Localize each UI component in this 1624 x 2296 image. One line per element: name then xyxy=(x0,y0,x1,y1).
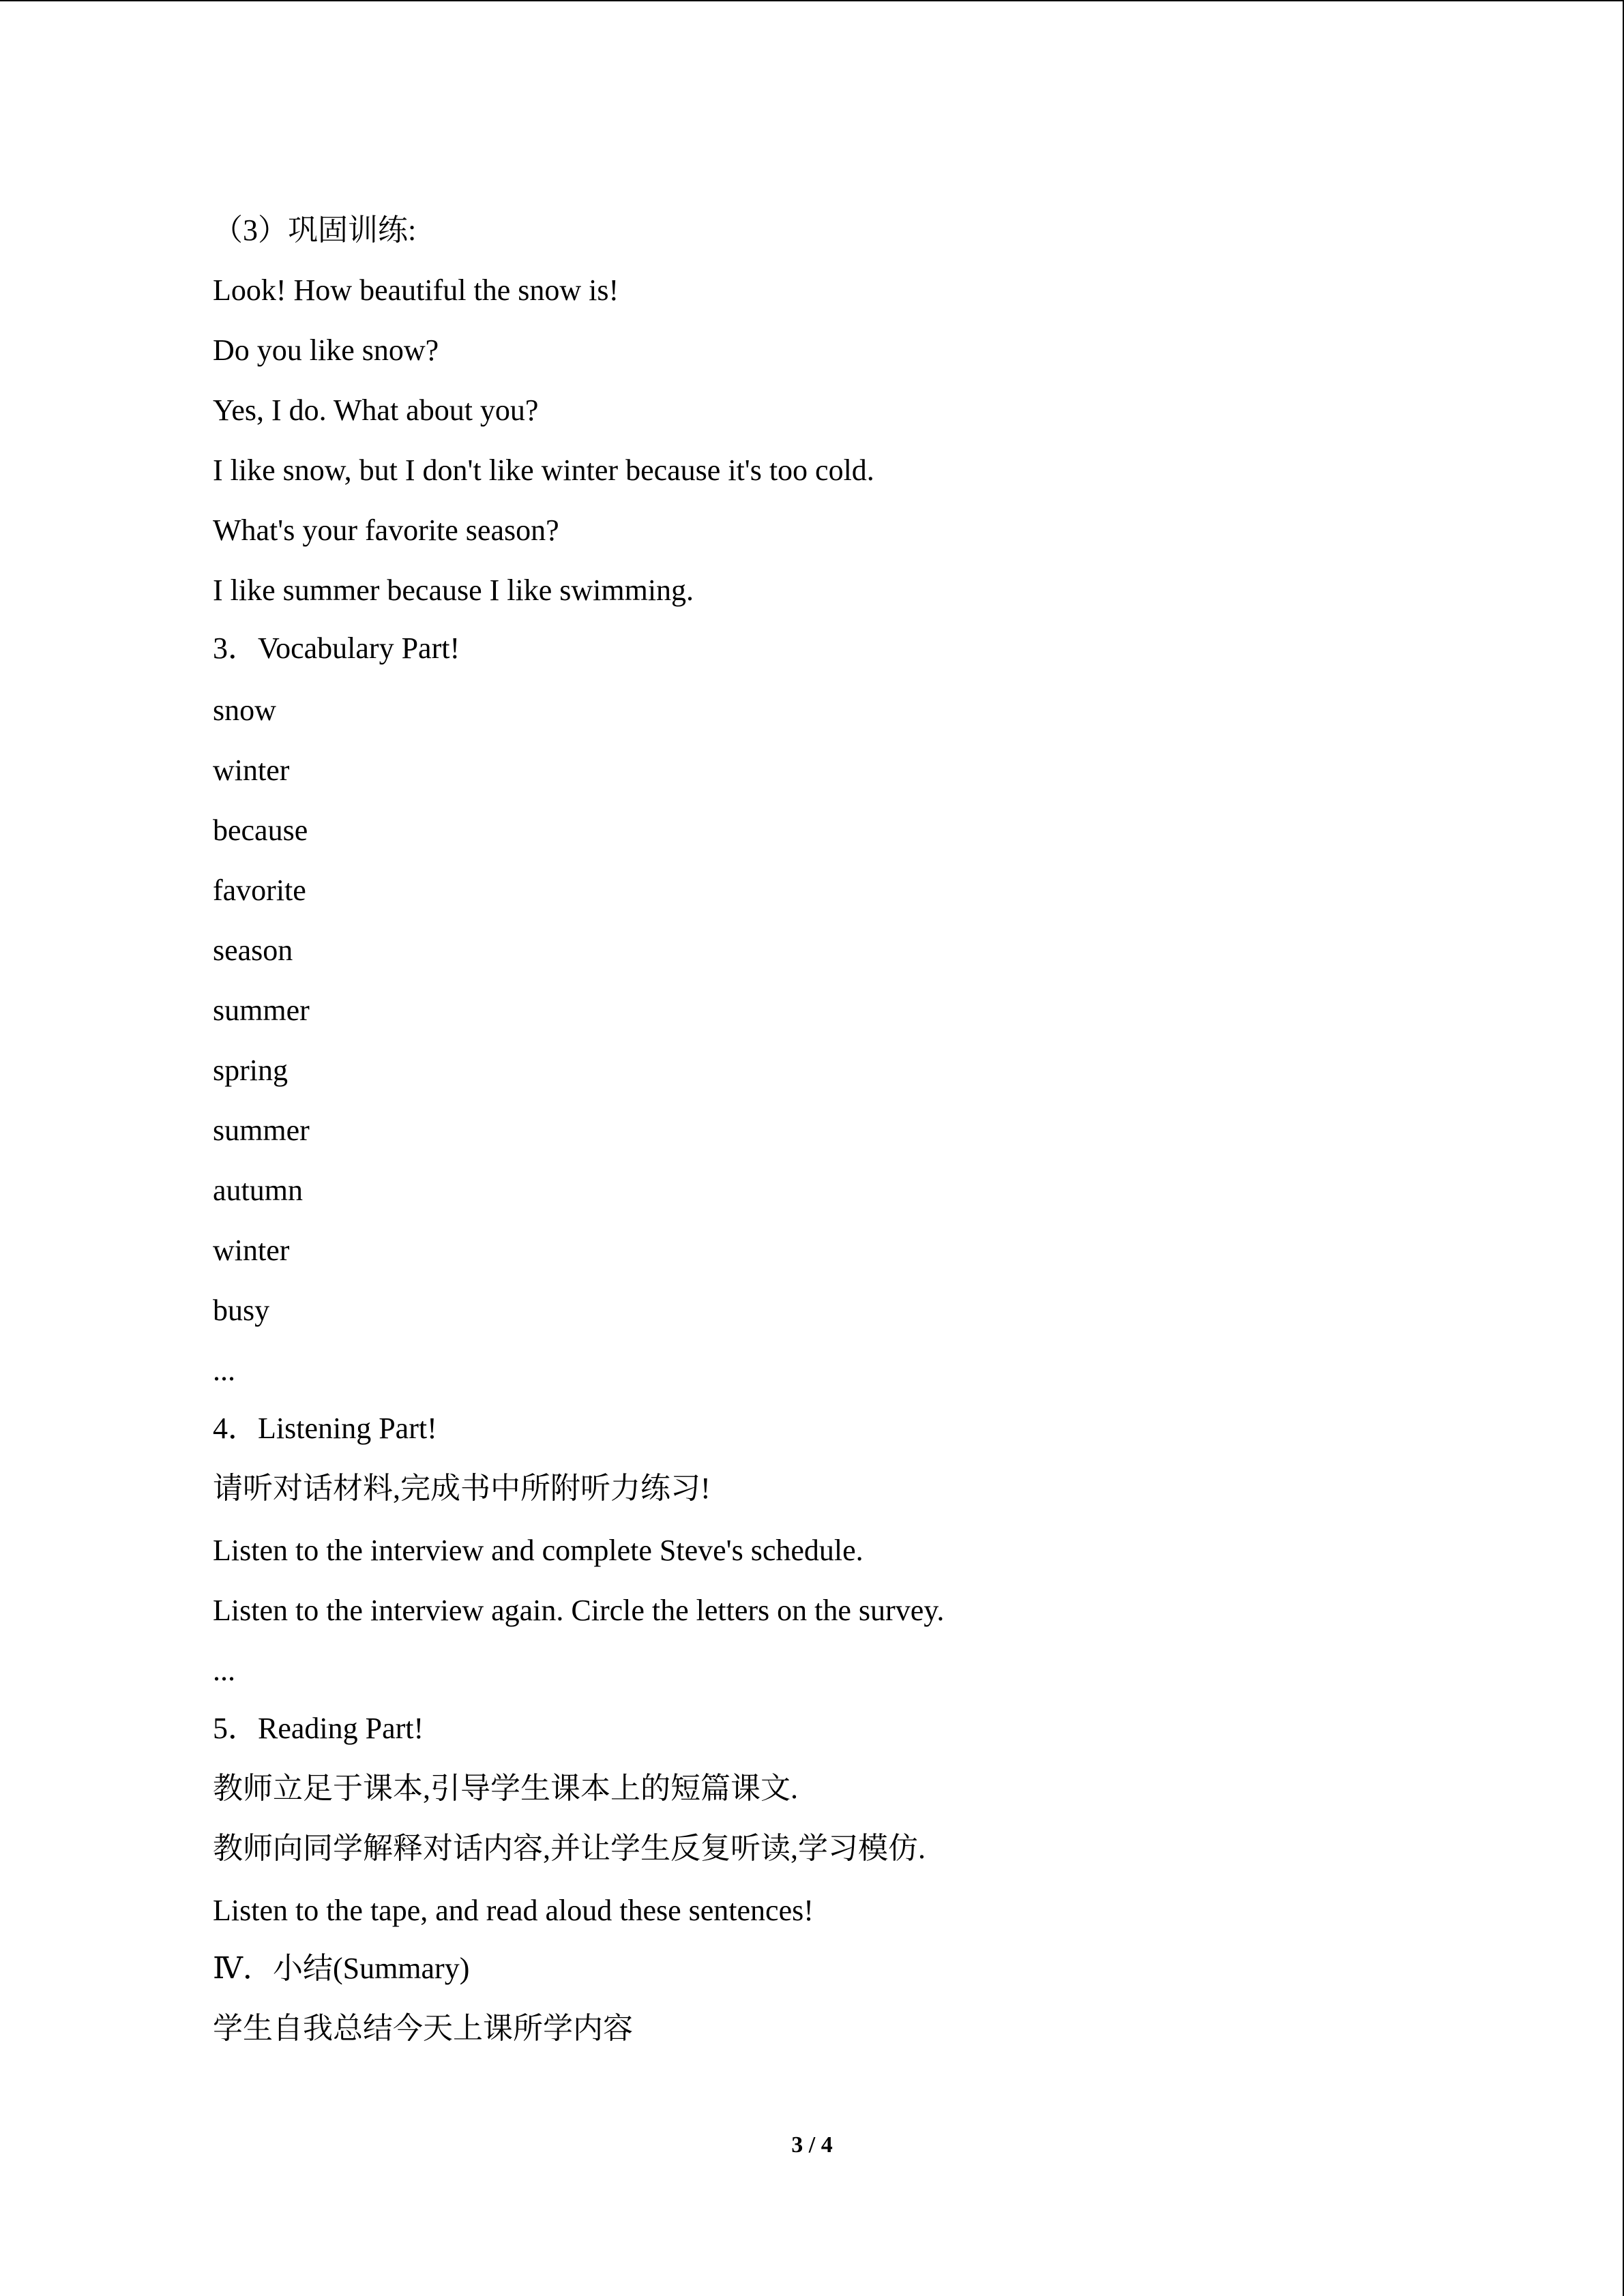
page-number: 3 / 4 xyxy=(791,2132,833,2158)
section-heading-vocabulary: 3．Vocabulary Part! xyxy=(213,631,460,665)
section-heading-listening: 4．Listening Part! xyxy=(213,1412,437,1445)
instruction-line: 请听对话材料,完成书中所附听力练习! xyxy=(213,1472,711,1505)
vocabulary-word: busy xyxy=(213,1294,270,1327)
vocabulary-word: because xyxy=(213,814,308,847)
summary-line: 学生自我总结今天上课所学内容 xyxy=(213,2012,633,2045)
vocabulary-word: winter xyxy=(213,1234,290,1267)
ellipsis: ... xyxy=(213,1354,235,1387)
vocabulary-word: snow xyxy=(213,694,276,727)
dialogue-line: Yes, I do. What about you? xyxy=(213,393,539,427)
instruction-line: Listen to the tape, and read aloud these sentences! xyxy=(213,1894,814,1927)
dialogue-line: What's your favorite season? xyxy=(213,513,559,547)
section-heading-summary: Ⅳ．小结(Summary) xyxy=(213,1952,470,1985)
vocabulary-word: autumn xyxy=(213,1174,303,1207)
vocabulary-word: summer xyxy=(213,1114,310,1147)
dialogue-line: I like snow, but I don't like winter because it's too cold. xyxy=(213,453,874,487)
vocabulary-word: favorite xyxy=(213,874,306,907)
instruction-line: 教师立足于课本,引导学生课本上的短篇课文. xyxy=(213,1772,798,1805)
ellipsis: ... xyxy=(213,1654,235,1687)
vocabulary-word: summer xyxy=(213,994,310,1027)
vocabulary-word: spring xyxy=(213,1054,288,1087)
section-heading-consolidation: （3）巩固训练: xyxy=(213,213,417,247)
instruction-line: Listen to the interview again. Circle the letters on the survey. xyxy=(213,1594,945,1627)
dialogue-line: Do you like snow? xyxy=(213,333,439,367)
vocabulary-word: season xyxy=(213,934,293,967)
vocabulary-word: winter xyxy=(213,754,290,787)
dialogue-line: I like summer because I like swimming. xyxy=(213,573,694,607)
instruction-line: Listen to the interview and complete Steve's schedule. xyxy=(213,1534,863,1567)
dialogue-line: Look! How beautiful the snow is! xyxy=(213,273,619,307)
section-heading-reading: 5．Reading Part! xyxy=(213,1712,424,1745)
instruction-line: 教师向同学解释对话内容,并让学生反复听读,学习模仿. xyxy=(213,1832,926,1865)
